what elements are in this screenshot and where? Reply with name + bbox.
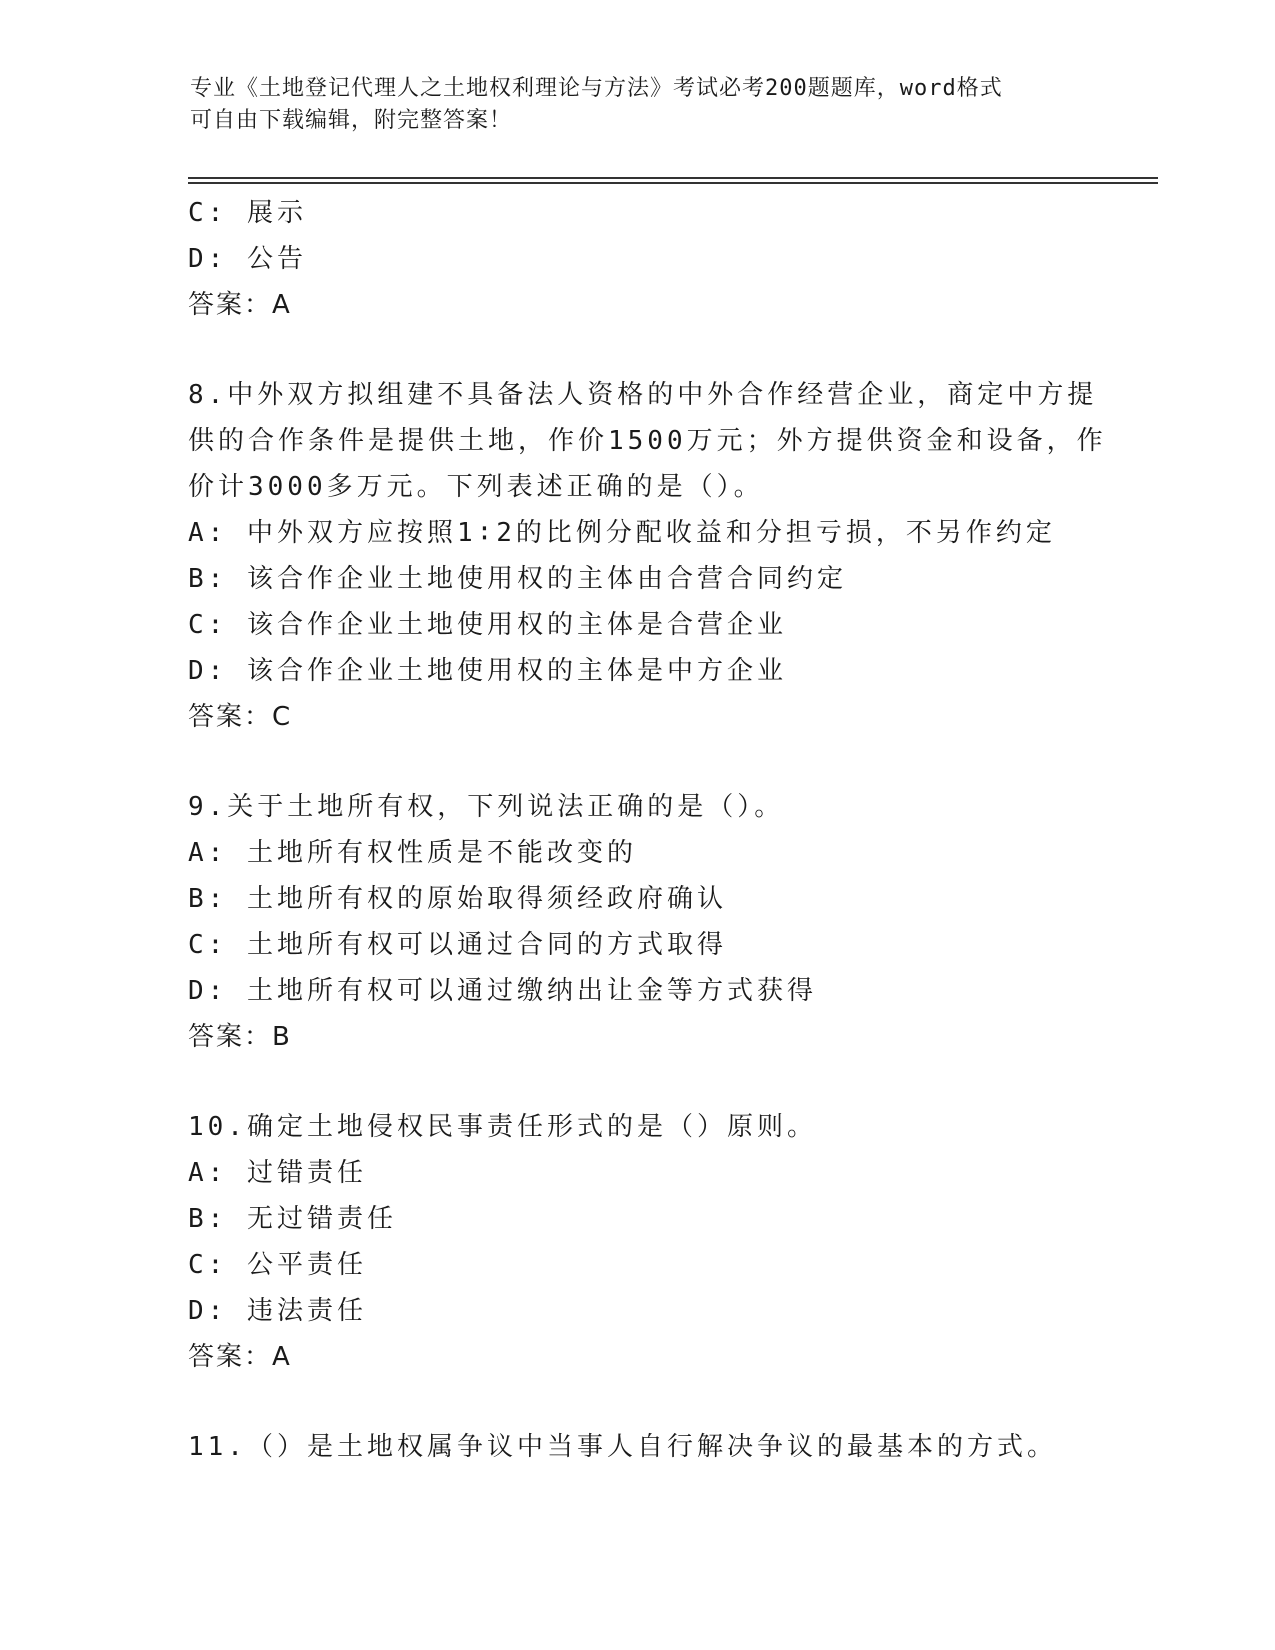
document-header [190, 73, 1090, 137]
spacer [188, 1060, 1088, 1104]
q7-answer: 答案：A [188, 290, 292, 320]
header-line-1: 专业《土地登记代理人之土地权利理论与方法》考试必考200题题库，word格式 [190, 76, 1003, 101]
question-list [188, 190, 1107, 1470]
q10-stem: 10.确定土地侵权民事责任形式的是（）原则。 [188, 1112, 817, 1142]
q8-answer: 答案：C [188, 702, 293, 732]
header-line-2: 可自由下载编辑，附完整答案！ [190, 108, 513, 133]
q8-option-a: A: 中外双方应按照1∶2的比例分配收益和分担亏损，不另作约定 [188, 518, 1056, 548]
question-7-tail [188, 190, 1088, 328]
q10-answer: 答案：A [188, 1342, 292, 1372]
q8-stem-line-1: 8.中外双方拟组建不具备法人资格的中外合作经营企业，商定中方提 [188, 380, 1098, 410]
header-divider-top [188, 177, 1158, 179]
spacer [188, 740, 1088, 784]
q7-option-d: D: 公告 [188, 244, 307, 274]
question-9 [188, 784, 1088, 1060]
q10-option-c: C: 公平责任 [188, 1250, 367, 1280]
q9-option-a: A: 土地所有权性质是不能改变的 [188, 838, 637, 868]
header-divider-bottom [188, 182, 1158, 184]
q9-option-d: D: 土地所有权可以通过缴纳出让金等方式获得 [188, 976, 817, 1006]
q9-answer: 答案：B [188, 1022, 292, 1052]
q11-stem: 11.（）是土地权属争议中当事人自行解决争议的最基本的方式。 [188, 1432, 1057, 1462]
q7-option-c: C: 展示 [188, 198, 307, 228]
q10-option-b: B: 无过错责任 [188, 1204, 397, 1234]
q9-option-c: C: 土地所有权可以通过合同的方式取得 [188, 930, 727, 960]
q8-stem-line-2: 供的合作条件是提供土地，作价1500万元；外方提供资金和设备，作 [188, 426, 1107, 456]
spacer [188, 1380, 1088, 1424]
question-11 [188, 1424, 1088, 1470]
q9-option-b: B: 土地所有权的原始取得须经政府确认 [188, 884, 727, 914]
q10-option-a: A: 过错责任 [188, 1158, 367, 1188]
q8-option-c: C: 该合作企业土地使用权的主体是合营企业 [188, 610, 787, 640]
q8-option-b: B: 该合作企业土地使用权的主体由合营合同约定 [188, 564, 847, 594]
question-10 [188, 1104, 1088, 1380]
question-8 [188, 372, 1107, 740]
spacer [188, 328, 1088, 372]
q9-stem: 9.关于土地所有权，下列说法正确的是（）。 [188, 792, 785, 822]
q8-stem-line-3: 价计3000多万元。下列表述正确的是（）。 [188, 472, 764, 502]
q10-option-d: D: 违法责任 [188, 1296, 367, 1326]
q8-option-d: D: 该合作企业土地使用权的主体是中方企业 [188, 656, 787, 686]
